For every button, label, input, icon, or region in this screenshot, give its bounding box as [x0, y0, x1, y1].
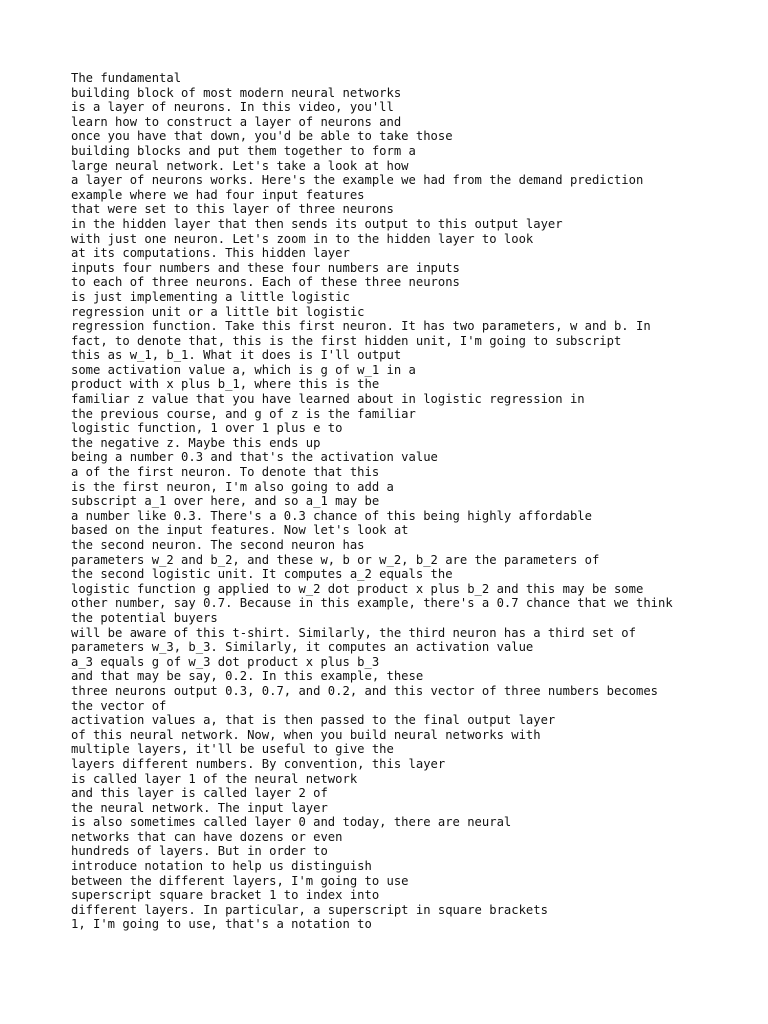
text-line-41: a_3 equals g of w_3 dot product x plus b_3 [71, 654, 380, 669]
text-line-6: building blocks and put them together to form a [71, 143, 416, 158]
text-line-38: the potential buyers [71, 610, 218, 625]
text-line-55: introduce notation to help us distinguish [71, 859, 372, 874]
text-line-17: regression unit or a little bit logistic [71, 304, 365, 319]
text-line-56: between the different layers, I'm going to use [71, 873, 409, 888]
text-line-34: parameters w_2 and b_2, and these w, b or w_2, b_2 are the parameters of [71, 552, 600, 567]
text-line-44: the vector of [71, 698, 167, 713]
text-line-25: logistic function, 1 over 1 plus e to [71, 421, 343, 436]
text-line-32: based on the input features. Now let's look at [71, 523, 409, 538]
text-line-42: and that may be say, 0.2. In this example, these [71, 669, 424, 684]
text-line-12: with just one neuron. Let's zoom in to the hidden layer to look [71, 231, 534, 246]
text-line-11: in the hidden layer that then sends its output to this output layer [71, 216, 563, 231]
text-line-1: The fundamental [71, 71, 182, 85]
text-line-59: 1, I'm going to use, that's a notation to [71, 917, 372, 932]
text-line-20: this as w_1, b_1. What it does is I'll output [71, 348, 402, 363]
text-line-43: three neurons output 0.3, 0.7, and 0.2, and this vector of three numbers becomes [71, 683, 658, 698]
text-line-4: learn how to construct a layer of neurons and [71, 114, 402, 129]
text-line-31: a number like 0.3. There's a 0.3 chance of this being highly affordable [71, 508, 592, 523]
text-line-7: large neural network. Let's take a look at how [71, 158, 409, 173]
text-line-52: is also sometimes called layer 0 and today, there are neural [71, 815, 512, 830]
text-line-16: is just implementing a little logistic [71, 289, 350, 304]
text-line-37: other number, say 0.7. Because in this example, there's a 0.7 chance that we think [71, 596, 673, 611]
text-line-45: activation values a, that is then passed to the final output layer [71, 713, 556, 728]
text-line-50: and this layer is called layer 2 of [71, 786, 328, 801]
text-line-21: some activation value a, which is g of w_1 in a [71, 362, 416, 377]
text-line-22: product with x plus b_1, where this is the [71, 377, 380, 392]
text-line-19: fact, to denote that, this is the first hidden unit, I'm going to subscript [71, 333, 622, 348]
text-line-10: that were set to this layer of three neurons [71, 202, 394, 217]
text-line-40: parameters w_3, b_3. Similarly, it computes an activation value [71, 640, 534, 655]
text-line-35: the second logistic unit. It computes a_2 equals the [71, 567, 453, 582]
text-line-36: logistic function g applied to w_2 dot product x plus b_2 and this may be some [71, 581, 644, 596]
text-line-39: will be aware of this t-shirt. Similarly, the third neuron has a third set of [71, 625, 636, 640]
text-line-51: the neural network. The input layer [71, 800, 328, 815]
text-line-57: superscript square bracket 1 to index into [71, 888, 380, 903]
text-line-23: familiar z value that you have learned about in logistic regression in [71, 392, 585, 407]
text-line-28: a of the first neuron. To denote that this [71, 465, 380, 480]
text-line-49: is called layer 1 of the neural network [71, 771, 358, 786]
text-line-54: hundreds of layers. But in order to [71, 844, 328, 859]
text-line-30: subscript a_1 over here, and so a_1 may be [71, 494, 380, 509]
text-line-27: being a number 0.3 and that's the activation value [71, 450, 438, 465]
text-line-14: inputs four numbers and these four numbers are inputs [71, 260, 460, 275]
text-line-2: building block of most modern neural networks [71, 85, 402, 100]
text-line-33: the second neuron. The second neuron has [71, 538, 365, 552]
text-line-5: once you have that down, you'd be able to take those [71, 129, 453, 144]
text-line-15: to each of three neurons. Each of these three neurons [71, 275, 460, 290]
text-line-29: is the first neuron, I'm also going to add a [71, 479, 394, 494]
text-line-24: the previous course, and g of z is the familiar [71, 406, 416, 421]
text-line-9: example where we had four input features [71, 187, 365, 202]
transcript-page [71, 71, 731, 932]
text-line-8: a layer of neurons works. Here's the example we had from the demand prediction [71, 173, 644, 188]
text-line-53: networks that can have dozens or even [71, 829, 343, 844]
text-line-46: of this neural network. Now, when you build neural networks with [71, 727, 541, 742]
text-line-58: different layers. In particular, a superscript in square brackets [71, 902, 548, 917]
text-line-13: at its computations. This hidden layer [71, 246, 350, 261]
text-line-26: the negative z. Maybe this ends up [71, 435, 321, 450]
text-line-47: multiple layers, it'll be useful to give the [71, 742, 394, 757]
text-line-48: layers different numbers. By convention, this layer [71, 756, 446, 771]
text-line-18: regression function. Take this first neuron. It has two parameters, w and b. In [71, 319, 651, 334]
text-line-3: is a layer of neurons. In this video, you'll [71, 100, 394, 115]
